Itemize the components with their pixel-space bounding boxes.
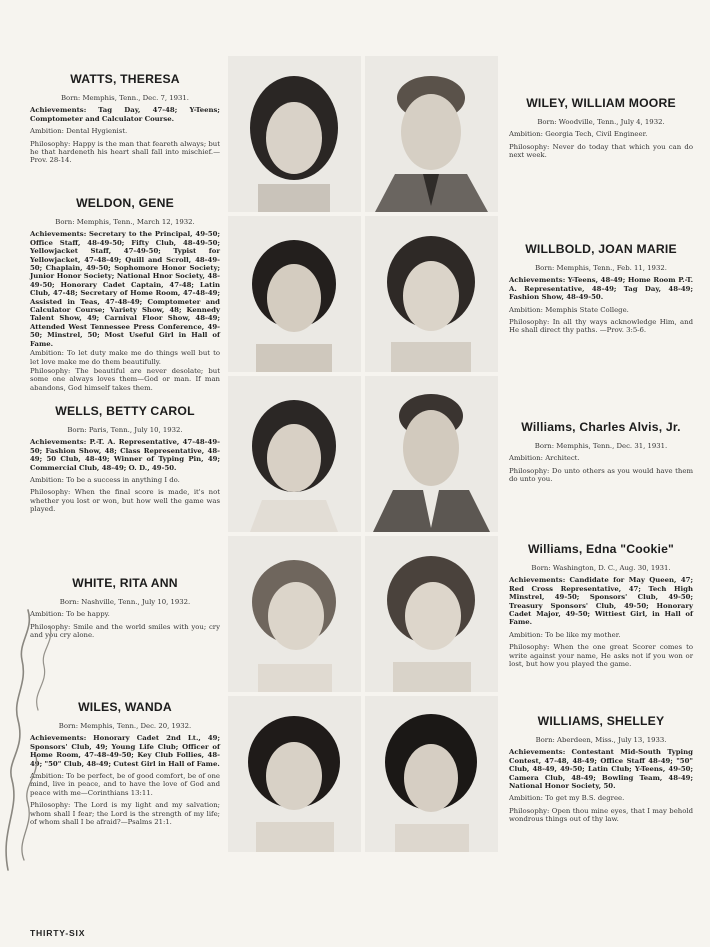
student-born: Born: Aberdeen, Miss., July 13, 1933.	[535, 736, 667, 744]
student-philosophy: Philosophy: Smile and the world smiles with you; cry and you cry alone.	[30, 622, 220, 640]
student-ambition: Ambition: Architect.	[509, 454, 580, 463]
student-achievements	[30, 438, 220, 472]
achievements-label: Achievements:	[30, 438, 87, 447]
student-ambition: Ambition: To be perfect, be of good comfort, be of one mind, live in peace, and to have the love of God and peace with me—Corinthians 13:11.	[30, 772, 220, 797]
student-ambition: Ambition: To be happy.	[30, 610, 110, 619]
student-ambition: Ambition: To be like my mother.	[509, 630, 621, 639]
student-name: WILLIAMS, SHELLEY	[537, 714, 665, 728]
student-philosophy: Philosophy: The beautiful are never desolate; but some one always loves them—God or man. If man abandons, God himself takes them.	[30, 366, 220, 392]
page-number-footer: THIRTY-SIX	[30, 928, 86, 938]
student-born: Born: Woodville, Tenn., July 4, 1932.	[537, 118, 665, 126]
portrait-photo-watts	[228, 56, 361, 212]
student-entry-wiley	[509, 96, 693, 160]
student-ambition: Ambition: Dental Hygienist.	[30, 127, 128, 136]
student-name: Williams, Charles Alvis, Jr.	[521, 420, 681, 434]
student-born: Born: Paris, Tenn., July 10, 1932.	[67, 426, 183, 434]
achievements-label: Achievements:	[509, 576, 566, 585]
achievements-label: Achievements:	[509, 276, 566, 285]
student-born: Born: Nashville, Tenn., July 10, 1932.	[59, 598, 191, 606]
student-entry-willbold	[509, 242, 693, 335]
student-philosophy: Philosophy: Open thou mine eyes, that I may behold wondrous things out of thy law.	[509, 806, 693, 824]
student-achievements	[509, 576, 693, 626]
student-name: WILEY, WILLIAM MOORE	[526, 96, 676, 110]
student-entry-wells	[30, 404, 220, 514]
achievements-label: Achievements:	[30, 734, 87, 743]
student-name: WHITE, RITA ANN	[72, 576, 178, 590]
student-entry-weldon	[30, 196, 220, 392]
student-ambition: Ambition: Georgia Tech, Civil Engineer.	[509, 130, 648, 139]
student-achievements	[30, 734, 220, 768]
student-philosophy: Philosophy: In all thy ways acknowledge Him, and He shall direct thy paths. —Prov. 3:5-6.	[509, 318, 693, 335]
student-philosophy: Philosophy: The Lord is my light and my salvation; whom shall I fear; the Lord is the strength of my life; of whom shall I be afraid?—Psalms 21:1.	[30, 801, 220, 827]
student-name: WELDON, GENE	[76, 196, 174, 210]
student-name: Williams, Edna "Cookie"	[527, 542, 675, 556]
student-name: WATTS, THERESA	[70, 72, 180, 86]
student-philosophy: Philosophy: Never do today that which you can do next week.	[509, 142, 693, 160]
achievements-text: Y-Teens, 48-49; Home Room P.-T. A. Representative, 48-49; Tag Day, 48-49; Fashion Show, 48-49-50.	[509, 276, 693, 302]
student-achievements	[509, 748, 693, 790]
student-ambition: Ambition: To be a success in anything I do.	[30, 476, 180, 485]
student-born: Born: Washington, D. C., Aug. 30, 1931.	[531, 564, 671, 572]
student-ambition: Ambition: Memphis State College.	[509, 305, 629, 314]
portrait-photo-wiley	[365, 56, 498, 212]
student-entry-williams-charles	[509, 420, 693, 484]
student-entry-williams-edna	[509, 542, 693, 668]
student-achievements	[30, 230, 220, 348]
portrait-photo-wiles	[228, 696, 361, 852]
achievements-text: Candidate for May Queen, 47; Red Cross Representative, 47; Tech High Minstrel, 49-50; Sponsors' Club, 49-50; Treasury Sponsors' Club, 49-50; Honorary Cadet Major, 49-50; Wittiest Girl, in Hall of Fame.	[509, 576, 693, 627]
student-born: Born: Memphis, Tenn., Dec. 31, 1931.	[534, 442, 668, 450]
student-born: Born: Memphis, Tenn., Dec. 7, 1931.	[60, 94, 189, 102]
student-achievements	[30, 106, 220, 123]
student-entry-watts	[30, 72, 220, 165]
achievements-text: Secretary to the Principal, 49-50; Office Staff, 48-49-50; Fifty Club, 48-49-50; Yellowjacket Staff, 47-49-50; Typist for Yellowjacket, 47-48-49; Quill and Scroll, 48-49-50; Chaplain, 49-50; Sophomore Honor Society; Junior Honor Society; National Hnor Society, 48-49-50; Honorary Cadet Captain, 47-48; Latin Club, 47-48; Secretary of Home Room, 47-48-49; Assisted in Teas, 47-48-49; Comptometer and Calculator Course; Variety Show, 48; Kennedy Talent Show, 49; Carnival Floor Show, 48-49; Attended West Tennessee Press Conference, 49-50; Minstrel, 50; Most Useful Girl in Hall of Fame.	[30, 230, 220, 348]
portrait-photo-williams-charles	[365, 376, 498, 532]
portrait-photo-wells	[228, 376, 361, 532]
portrait-photo-williams-edna	[365, 536, 498, 692]
achievements-label: Achievements:	[30, 230, 87, 239]
student-philosophy: Philosophy: Do unto others as you would have them do unto you.	[509, 466, 693, 484]
student-born: Born: Memphis, Tenn., Dec. 20, 1932.	[58, 722, 192, 730]
achievements-text: Tag Day, 47-48; Y-Teens; Comptometer and Calculator Course.	[30, 106, 220, 123]
student-name: WILES, WANDA	[78, 700, 172, 714]
achievements-text: P.-T. A. Representative, 47-48-49-50; Fashion Show, 48; Class Representative, 48-49; 50 Club, 48-49; Winner of Typing Pin, 49; Commercial Club, 48-49; O. D., 49-50.	[30, 438, 220, 472]
portrait-grid	[228, 56, 498, 854]
student-name: WILLBOLD, JOAN MARIE	[525, 242, 677, 256]
student-entry-white	[30, 576, 220, 640]
student-born: Born: Memphis, Tenn., March 12, 1932.	[55, 218, 195, 226]
student-ambition: Ambition: To let duty make me do things well but to let love make me do them beautifully.	[30, 349, 220, 366]
student-philosophy: Philosophy: When the one great Scorer comes to write against your name, He asks not if you won or lost, but how you played the game.	[509, 643, 693, 669]
portrait-photo-williams-shelley	[365, 696, 498, 852]
portrait-photo-white	[228, 536, 361, 692]
student-philosophy: Philosophy: Happy is the man that feareth always; but he that hardeneth his heart shall fall into mischief.—Prov. 28-14.	[30, 139, 220, 165]
student-achievements	[509, 276, 693, 301]
student-born: Born: Memphis, Tenn., Feb. 11, 1932.	[535, 264, 667, 272]
portrait-photo-willbold	[365, 216, 498, 372]
student-entry-wiles	[30, 700, 220, 826]
student-ambition: Ambition: To get my B.S. degree.	[509, 794, 625, 803]
achievements-text: Honorary Cadet 2nd Lt., 49; Sponsors' Club, 49; Young Life Club; Officer of Home Room, 47-48-49-50; Key Club Follies, 48-49; "50" Club, 48-49; Cutest Girl in Hall of Fame.	[30, 734, 220, 768]
achievements-text: Contestant Mid-South Typing Contest, 47-48, 48-49; Office Staff 48-49; "50" Club, 48-49, 49-50; Latin Club; Y-Teens, 49-50; Camera Club, 48-49; Bowling Team, 48-49; National Honor Society, 50.	[509, 748, 693, 791]
student-entry-williams-shelley	[509, 714, 693, 824]
student-name: WELLS, BETTY CAROL	[55, 404, 195, 418]
achievements-label: Achievements:	[509, 748, 566, 757]
portrait-photo-weldon	[228, 216, 361, 372]
student-philosophy: Philosophy: When the final score is made, it's not whether you lost or won, but how well the game was played.	[30, 488, 220, 514]
achievements-label: Achievements:	[30, 106, 87, 115]
